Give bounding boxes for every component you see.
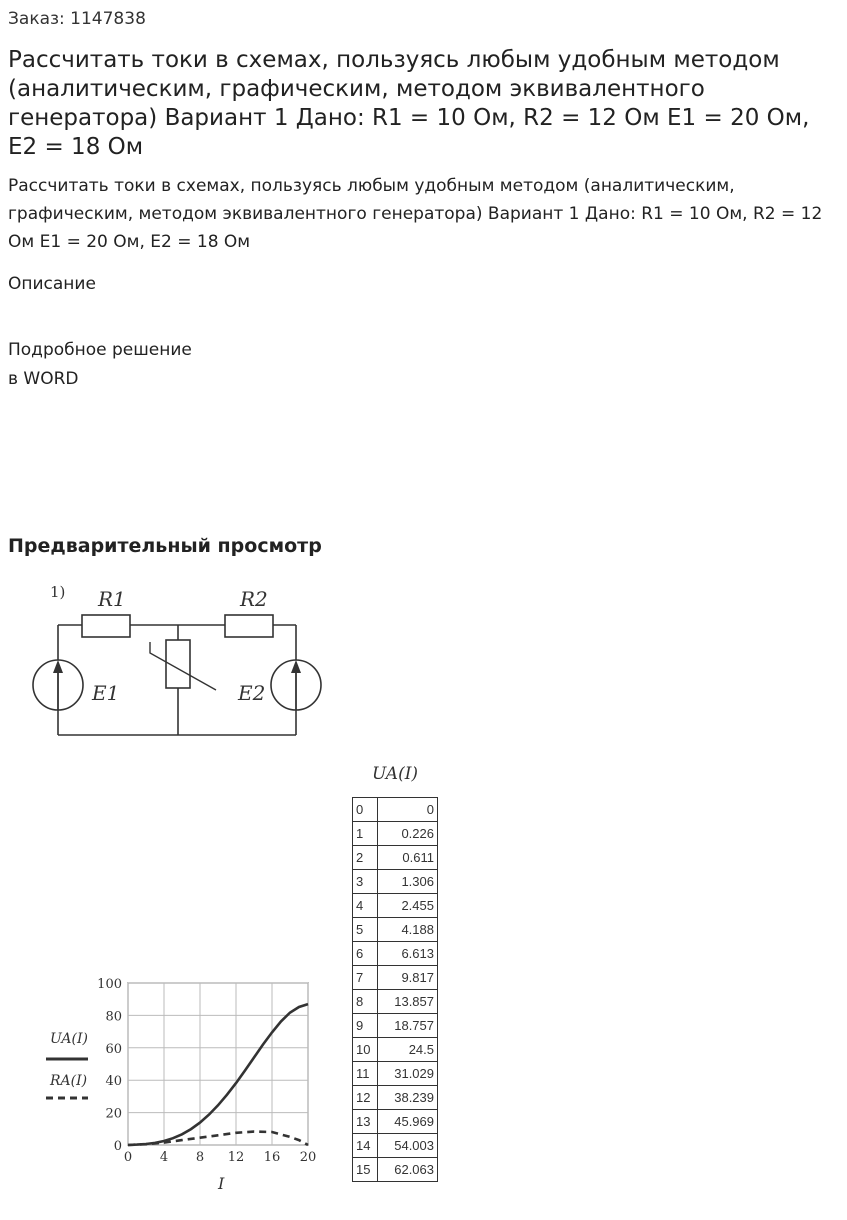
x-tick-label: 20 <box>299 1150 317 1165</box>
row-index: 5 <box>353 918 378 942</box>
row-value: 24.5 <box>378 1038 438 1062</box>
solution-line-1: Подробное решение <box>8 340 192 360</box>
table-title: UA(I) <box>372 764 419 784</box>
table-row <box>353 1158 438 1182</box>
y-tick-label: 60 <box>105 1041 122 1057</box>
table-row <box>353 822 438 846</box>
y-tick-label: 20 <box>105 1106 122 1122</box>
table-row <box>353 1134 438 1158</box>
table-row <box>353 918 438 942</box>
table-row <box>353 966 438 990</box>
legend-label-ra: RA(I) <box>50 1073 88 1089</box>
x-tick-label: 4 <box>159 1150 169 1165</box>
row-value: 1.306 <box>378 870 438 894</box>
table-row <box>353 1014 438 1038</box>
r1-label: R1 <box>98 587 126 611</box>
table-row <box>353 1110 438 1134</box>
circuit-number: 1) <box>50 583 66 601</box>
x-axis-label: I <box>218 1174 225 1193</box>
row-value: 0 <box>378 798 438 822</box>
row-value: 13.857 <box>378 990 438 1014</box>
table-row <box>353 894 438 918</box>
order-number: Заказ: 1147838 <box>8 9 146 29</box>
x-tick-label: 16 <box>263 1150 281 1165</box>
row-index: 2 <box>353 846 378 870</box>
table-row <box>353 798 438 822</box>
row-value: 31.029 <box>378 1062 438 1086</box>
table-row <box>353 1038 438 1062</box>
row-index: 6 <box>353 942 378 966</box>
row-value: 2.455 <box>378 894 438 918</box>
description-text: Рассчитать токи в схемах, пользуясь любым удобным методом (аналитическим, графическим, методом эквивалентного генератора) Вариант 1 Дано: R1 = 10 Ом, R2 = 12 Ом E1 = 20 Ом, E2 = 18 Ом <box>8 176 823 252</box>
row-value: 54.003 <box>378 1134 438 1158</box>
y-tick-label: 0 <box>113 1139 122 1154</box>
row-value: 45.969 <box>378 1110 438 1134</box>
solution-line-2: в WORD <box>8 369 79 389</box>
x-tick-label: 12 <box>227 1150 245 1165</box>
row-index: 1 <box>353 822 378 846</box>
solution-note <box>8 336 192 394</box>
row-index: 3 <box>353 870 378 894</box>
x-tick-label: 8 <box>195 1150 205 1165</box>
row-index: 4 <box>353 894 378 918</box>
description-label: Описание <box>8 274 96 294</box>
row-index: 13 <box>353 1110 378 1134</box>
row-value: 0.226 <box>378 822 438 846</box>
r2-label: R2 <box>240 587 268 611</box>
legend-label-ua: UA(I) <box>50 1031 88 1047</box>
row-index: 7 <box>353 966 378 990</box>
chart <box>30 965 340 1200</box>
table-row <box>353 1062 438 1086</box>
row-value: 6.613 <box>378 942 438 966</box>
row-index: 12 <box>353 1086 378 1110</box>
e1-label: E1 <box>92 681 120 705</box>
series-line-ua <box>128 1004 308 1145</box>
table-row <box>353 990 438 1014</box>
table-row <box>353 942 438 966</box>
legend <box>46 1031 88 1098</box>
row-index: 10 <box>353 1038 378 1062</box>
y-tick-label: 80 <box>105 1009 122 1025</box>
row-index: 14 <box>353 1134 378 1158</box>
y-tick-label: 40 <box>105 1074 122 1090</box>
row-value: 38.239 <box>378 1086 438 1110</box>
row-index: 8 <box>353 990 378 1014</box>
row-index: 9 <box>353 1014 378 1038</box>
table-row <box>353 870 438 894</box>
preview-heading: Предварительный просмотр <box>8 535 322 557</box>
r2-resistor <box>225 615 273 637</box>
r1-resistor <box>82 615 130 637</box>
x-tick-label: 0 <box>123 1150 133 1165</box>
row-value: 0.611 <box>378 846 438 870</box>
row-value: 62.063 <box>378 1158 438 1182</box>
row-value: 9.817 <box>378 966 438 990</box>
table-row <box>353 846 438 870</box>
table-row <box>353 1086 438 1110</box>
row-value: 4.188 <box>378 918 438 942</box>
y-tick-label: 100 <box>97 977 122 992</box>
row-index: 11 <box>353 1062 378 1086</box>
circuit-diagram <box>20 575 340 745</box>
row-index: 15 <box>353 1158 378 1182</box>
row-index: 0 <box>353 798 378 822</box>
series-line-ra <box>128 1132 308 1145</box>
page-title: Рассчитать токи в схемах, пользуясь любым удобным методом (аналитическим, графическим, методом эквивалентного генератора) Вариант 1 Дано: R1 = 10 Ом, R2 = 12 Ом E1 = 20 Ом, E2 = 18 Ом <box>8 47 810 160</box>
e2-source <box>271 660 321 710</box>
e1-source <box>33 660 83 710</box>
e2-label: E2 <box>238 681 266 705</box>
ua-table <box>352 797 438 1182</box>
plot-frame <box>128 983 308 1145</box>
row-value: 18.757 <box>378 1014 438 1038</box>
